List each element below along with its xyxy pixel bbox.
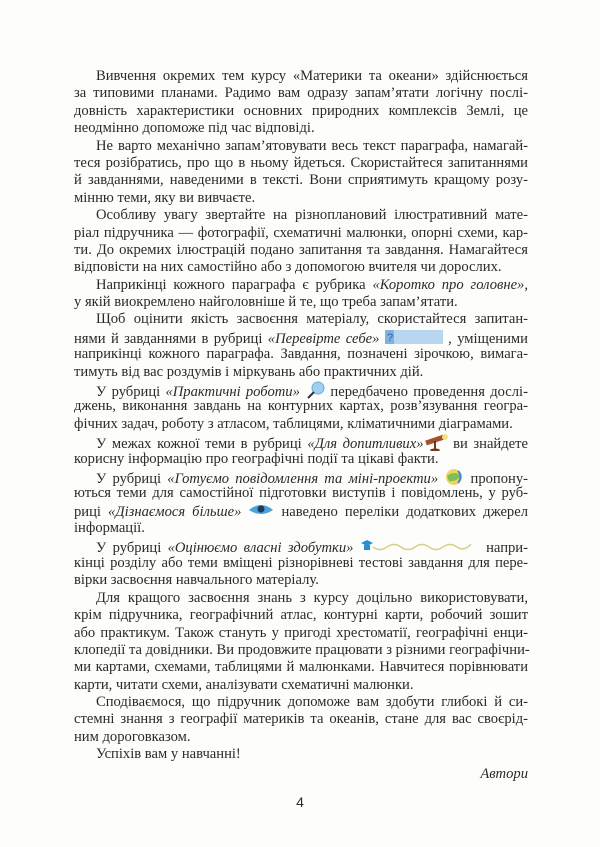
text-run: джень, виконання завдань на контурних картах, розв’язування геогра-	[74, 398, 528, 415]
text-line	[74, 190, 528, 207]
text-line	[74, 172, 528, 189]
text-line	[74, 294, 528, 311]
text-run: теся розібратись, про що в ньому йдеться. Скористайтеся запитаннями	[74, 154, 528, 171]
text-line	[74, 138, 528, 155]
text-run: пропону-	[464, 471, 528, 488]
text-line	[74, 468, 528, 488]
text-run: неодмінно допоможе під час відповіді.	[74, 120, 315, 137]
text-run: Сподіваємося, що підручник допоможе вам здобути глибокі й си-	[96, 694, 528, 711]
text-run: карти, читати схеми, аналізувати схематичні малюнки.	[74, 676, 414, 693]
paragraph	[74, 433, 528, 468]
text-line	[74, 711, 528, 728]
text-run: стемні знання з географії материків та океанів, стане для вас своєрід-	[74, 711, 528, 728]
paragraph	[74, 694, 528, 746]
text-run: , уміщеними	[442, 330, 528, 347]
text-line	[74, 416, 528, 433]
text-run: або практикум. Також стануть у пригоді хрестоматії, географічні енци-	[74, 624, 528, 641]
text-run: й завданнями, наведеними в тексті. Вони сприятимуть кращому розу-	[74, 172, 528, 189]
text-run: Не варто механічно запам’ятовувати весь текст параграфа, намагай-	[96, 137, 528, 154]
text-line	[74, 520, 528, 537]
rubric-title: «Перевірте себе»	[267, 330, 380, 347]
text-run: передбачено проведення дослі-	[325, 384, 528, 401]
rubric-title: «Дізнаємося більше»	[108, 503, 242, 520]
text-line	[74, 277, 528, 294]
paragraph	[74, 311, 528, 381]
text-run: У рубриці	[96, 539, 168, 556]
rubric-title: «Готуємо повідомлення та міні-проекти»	[167, 471, 439, 488]
text-run: вірки засвоєння навчального матеріалу.	[74, 572, 319, 589]
text-line	[74, 103, 528, 120]
text-run	[241, 504, 248, 520]
rubric-title: «Оцінюємо власні здобутки»	[167, 539, 354, 556]
text-line	[74, 555, 528, 572]
text-run: ми картами, схемами, таблицями й малюнками. Навчитеся порівнювати	[74, 659, 528, 676]
text-line	[74, 311, 528, 328]
paragraph	[74, 277, 528, 312]
text-line	[74, 485, 528, 502]
text-line	[74, 451, 528, 468]
text-run: ються теми для самостійної підготовки виступів і повідомлень, у руб-	[74, 485, 528, 502]
paragraph	[74, 381, 528, 433]
paragraph	[74, 468, 528, 538]
paragraph	[74, 207, 528, 277]
text-line	[74, 381, 528, 401]
text-run: клопедії та довідники. Ви продовжите працювати з різними географічни-	[74, 641, 530, 658]
text-run: ним дороговказом.	[74, 728, 191, 745]
text-run: У рубриці	[96, 384, 166, 401]
text-run: У межах кожної теми в рубриці	[96, 436, 308, 453]
text-run: кінці розділу або теми вміщені різнорівневі тестові завдання для пере-	[74, 554, 528, 571]
text-run: риці	[74, 503, 109, 520]
text-line	[74, 207, 528, 224]
text-line	[74, 694, 528, 711]
signature: Автори	[480, 766, 528, 782]
text-run: ви знайдете	[447, 436, 528, 453]
text-run: Для кращого засвоєння знань з курсу доцільно використовувати,	[96, 589, 528, 606]
text-run: фічних задач, роботу з атласом, таблицями, кліматичними діаграмами.	[74, 415, 513, 432]
text-run: корисну інформацію про географічні події та цікаві факти.	[74, 450, 439, 467]
text-line	[74, 607, 528, 624]
text-line	[74, 433, 528, 453]
page-number: 4	[296, 794, 304, 810]
text-line	[74, 746, 528, 763]
text-run: наведено переліки додаткових джерел	[274, 503, 528, 520]
text-run: Вивчення окремих тем курсу «Материки та океани» здійснюється	[96, 68, 528, 84]
text-line	[74, 503, 528, 520]
text-line	[74, 242, 528, 259]
text-run: Щоб оцінити якість засвоєння матеріалу, скористайтеся запитан-	[96, 311, 528, 328]
rubric-title: «Коротко про головне»	[372, 276, 525, 293]
paragraph	[74, 746, 528, 763]
text-line	[74, 642, 528, 659]
text-line	[74, 68, 528, 85]
text-line	[74, 346, 528, 363]
text-line	[74, 329, 528, 346]
text-line	[74, 625, 528, 642]
paragraph	[74, 538, 528, 590]
text-run: відповісти на них самостійно або з допомогою вчителя чи дорослих.	[74, 259, 502, 276]
text-line	[74, 729, 528, 746]
text-run: довність характеристики основних природних комплексів Землі, це	[74, 102, 528, 119]
text-run: напри-	[479, 539, 528, 556]
text-line	[74, 85, 528, 102]
text-run: Наприкінці кожного параграфа є рубрика	[96, 276, 373, 293]
paragraph	[74, 590, 528, 694]
text-line	[74, 259, 528, 276]
text-line	[74, 572, 528, 589]
text-line	[74, 590, 528, 607]
text-run: ріал підручника — фотографії, схематичні малюнки, опорні схеми, кар-	[74, 224, 528, 241]
paragraph	[74, 68, 528, 138]
text-line	[74, 538, 528, 555]
text-run: у якій виокремлено найголовніше й те, що треба запам’ятати.	[74, 294, 458, 311]
text-run: нями й завданнями в рубриці	[74, 330, 268, 347]
text-line	[74, 659, 528, 676]
text-run: ти. До окремих ілюстрацій подано запитання та завдання. Намагайтеся	[74, 241, 528, 258]
text-line	[74, 225, 528, 242]
text-run: крім підручника, географічний атлас, контурні карти, робочий зошит	[74, 607, 528, 624]
rubric-title: «Практичні роботи»	[165, 384, 300, 401]
text-line	[74, 120, 528, 137]
text-run: тимуть від вас роздумів і міркувань або практичних дій.	[74, 363, 424, 380]
paragraph	[74, 138, 528, 208]
text-run: інформації.	[74, 520, 145, 537]
rubric-title: «Для допитливих»	[307, 436, 424, 453]
body-text	[74, 68, 528, 764]
text-run: ,	[524, 276, 528, 293]
text-run: Особливу увагу звертайте на різноплановий ілюстративний мате-	[96, 207, 528, 224]
text-line	[74, 364, 528, 381]
text-line	[74, 398, 528, 415]
eye-icon	[248, 503, 274, 522]
svg-text:?: ?	[386, 331, 393, 344]
text-line	[74, 155, 528, 172]
text-run: мінню теми, яку ви вивчаєте.	[74, 189, 256, 206]
text-run: Успіхів вам у навчанні!	[96, 746, 241, 763]
text-run: за типовими планами. Радимо вам одразу запам’ятати логічну послі-	[74, 85, 528, 102]
text-line	[74, 677, 528, 694]
text-run: У рубриці	[96, 471, 168, 488]
text-run: наприкінці кожного параграфа. Завдання, позначені зірочкою, вимага-	[74, 346, 528, 363]
